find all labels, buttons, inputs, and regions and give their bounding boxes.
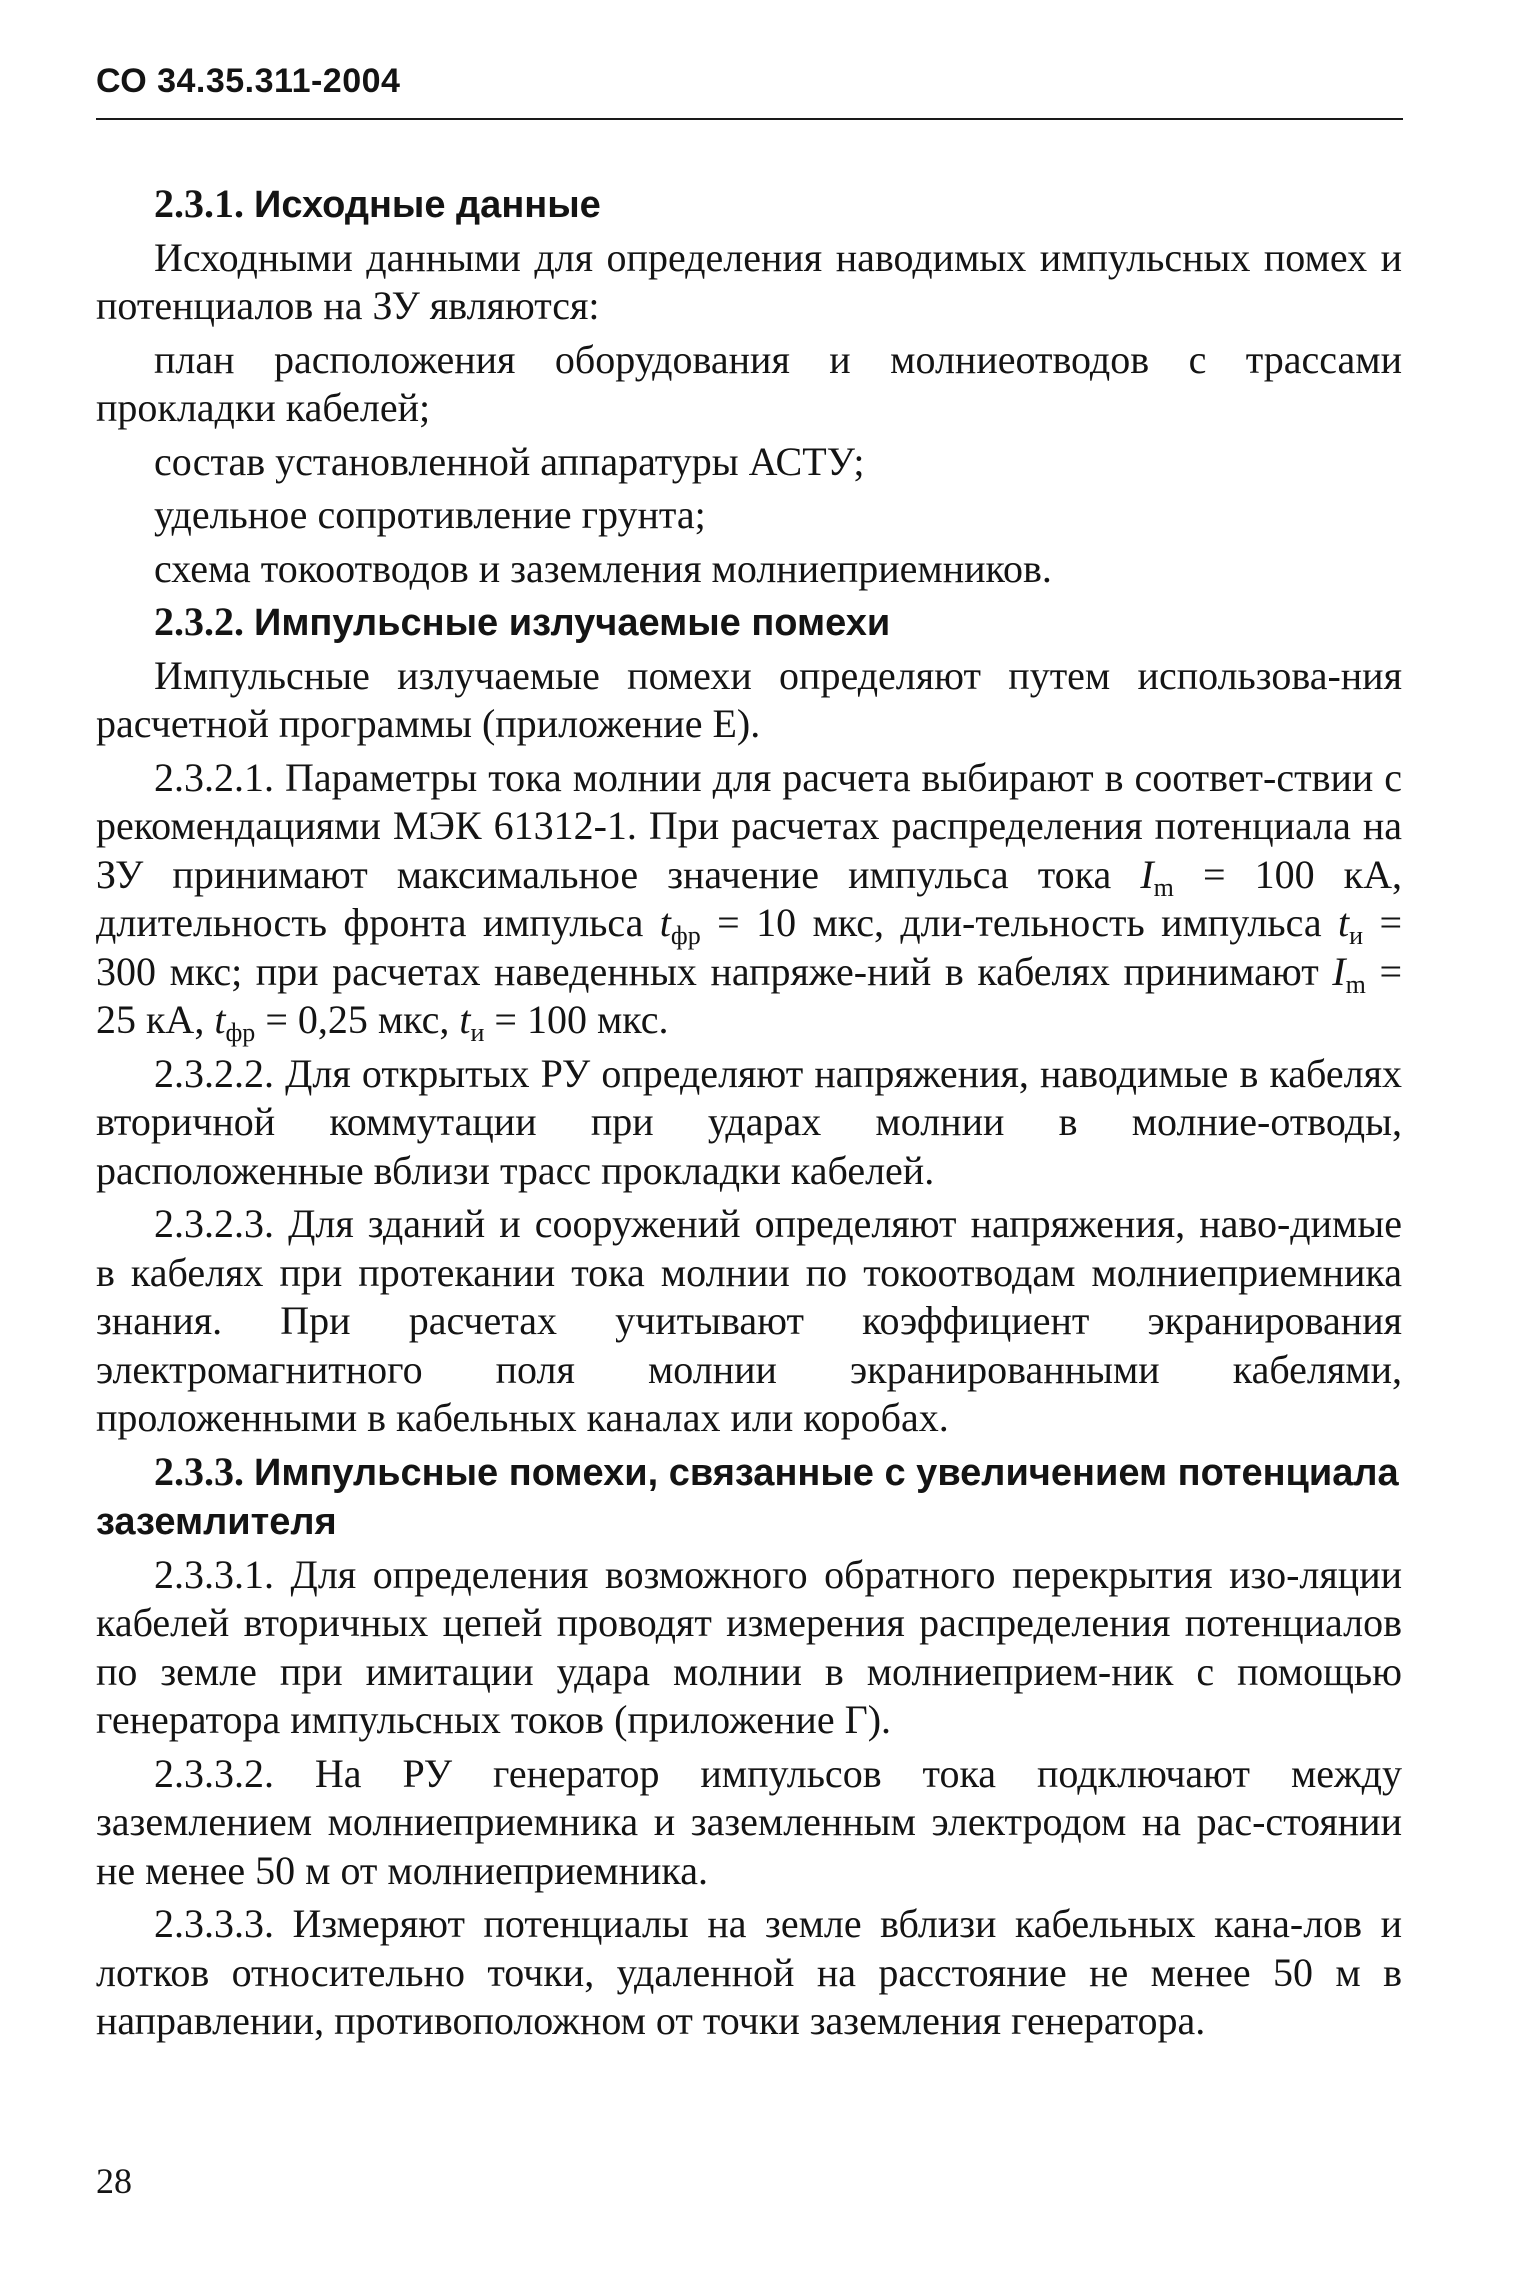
section-title: Импульсные помехи, связанные с увеличением потенциала заземлителя [96,1451,1399,1543]
paragraph: удельное сопротивление грунта; [154,492,706,537]
section-number: 2.3.1. [154,181,244,226]
paragraph: 2.3.3.1. Для определения возможного обратного перекрытия изо-ляции кабелей вторичных цепей проводят измерения распределения потенциалов по земле при имитации удара молнии в молниеприем-ник с помощью генератора импульсных токов (приложение Г). [96,1551,1402,1742]
section-number: 2.3.2. [154,599,244,644]
section-heading-2-3-1 [96,180,1402,230]
section-heading-2-3-2 [96,598,1402,648]
header-rule [96,118,1403,120]
section-title: Импульсные излучаемые помехи [254,602,891,644]
paragraph: Импульсные излучаемые помехи определяют путем использова-ния расчетной программы (приложение Е). [96,652,1402,746]
paragraph: план расположения оборудования и молниеотводов с трассами прокладки кабелей; [96,336,1402,430]
document-body [96,180,1402,2051]
page-number: 28 [96,2161,132,2201]
paragraph: состав установленной аппаратуры АСТУ; [154,438,865,484]
section-number: 2.3.3. [154,1448,244,1494]
paragraph: 2.3.3.2. На РУ генератор импульсов тока подключают между заземлением молниеприемника и заземленным электродом на рас-стоянии не менее 50 м от молниеприемника. [96,1750,1402,1893]
section-heading-2-3-3 [96,1448,1402,1547]
paragraph: Исходными данными для определения наводимых импульсных помех и потенциалов на ЗУ являются: [96,234,1402,328]
paragraph: схема токоотводов и заземления молниеприемников. [154,545,1052,591]
section-title: Исходные данные [254,184,601,226]
paragraph: 2.3.3.3. Измеряют потенциалы на земле вблизи кабельных кана-лов и лотков относительно точки, удаленной на расстояние не менее 50 м в направлении, противоположном от точки заземления генератора. [96,1901,1402,2043]
paragraph-lightning-parameters: 2.3.2.1. Параметры тока молнии для расчета выбирают в соответ-ствии с рекомендациями МЭК 61312-1. При расчетах распределения потенциала на ЗУ принимают максимальное значение импульса тока $I_m = 100$ кА, длительность фронта импульса $t_{фр} = 10$ мкс, дли-тельность импульса $t_и = 300$ мкс; при расчетах наведенных напряже-ний в кабелях принимают $I_m = 25$ кА, $t_{фр} = 0,25$ мкс, $t_и = 100$ мкс. [96,754,1402,1047]
paragraph: 2.3.2.3. Для зданий и сооружений определяют напряжения, наво-димые в кабелях при протекании тока молнии по токоотводам молниеприемника знания. При расчетах учитывают коэффициент экранирования электромагнитного поля молнии экранированными кабелями, проложенными в кабельных каналах или коробах. [96,1201,1402,1440]
document-code: СО 34.35.311-2004 [96,62,401,100]
paragraph: 2.3.2.2. Для открытых РУ определяют напряжения, наводимые в кабелях вторичной коммутации при ударах молнии в молние-отводы, расположенные вблизи трасс прокладки кабелей. [96,1050,1402,1193]
